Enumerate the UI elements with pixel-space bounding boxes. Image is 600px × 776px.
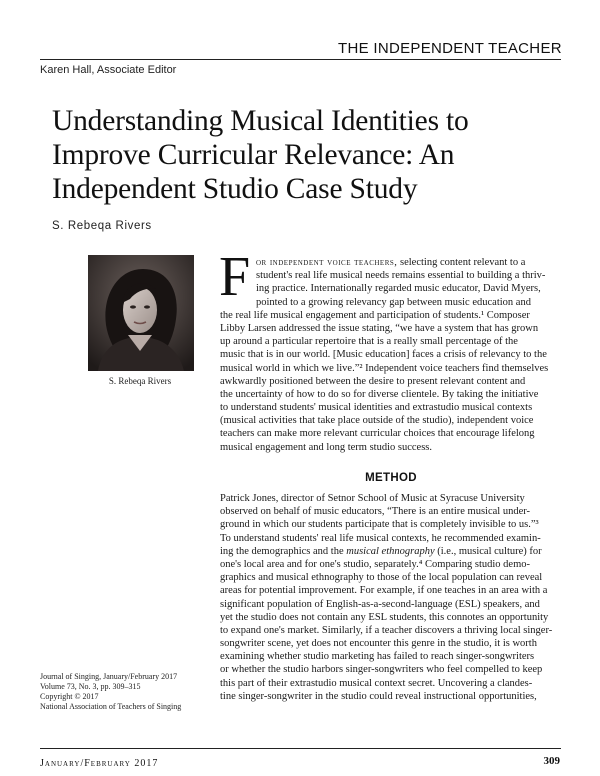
intro-paragraph xyxy=(220,256,562,454)
journal-info-line: Copyright © 2017 xyxy=(40,692,99,701)
associate-editor: Karen Hall, Associate Editor xyxy=(40,64,177,76)
text-line: significant population of English-as-a-second-language (ESL) speakers, and xyxy=(220,598,540,610)
journal-info-line: Volume 73, No. 3, pp. 309–315 xyxy=(40,682,141,691)
title-line: Independent Studio Case Study xyxy=(52,173,418,205)
journal-info-line: National Association of Teachers of Singing xyxy=(40,702,182,711)
text-line: music that is in our world. [Music education] faces a crisis of relevancy to the xyxy=(220,349,547,361)
text-line: To understand students' real life musical contexts, he recommended examin- xyxy=(220,532,541,544)
text-line: examining whether studio marketing has failed to reach singer-songwriters xyxy=(220,651,535,663)
header-rule xyxy=(40,59,561,60)
text-line: the uncertainty of how to do so for diverse clientele. By taking the initiative xyxy=(220,388,539,400)
author-photo xyxy=(88,255,194,371)
text-line: areas for potential improvement. For example, if one teaches in an area with a xyxy=(220,585,548,597)
drop-cap: F xyxy=(219,246,251,308)
text-line: observed on behalf of music educators, “There is an entire musical under- xyxy=(220,506,531,518)
method-heading: METHOD xyxy=(365,472,417,484)
text-line: (musical activities that take place outside of the studio), independent voice xyxy=(220,415,534,427)
photo-caption: S. Rebeqa Rivers xyxy=(108,376,172,386)
text-line: Libby Larsen addressed the issue stating, “we have a system that has grown xyxy=(220,322,539,334)
journal-info-line: Journal of Singing, January/February 2017 xyxy=(40,672,178,681)
text-line: to understand students' musical identities and extrastudio musical contexts xyxy=(220,402,533,414)
text-line: musical engagement and long term studio success. xyxy=(220,441,432,453)
method-paragraph xyxy=(220,492,562,703)
text-line: musical world in which we live.”² Independent voice teachers find themselves xyxy=(220,362,549,374)
footer-date: January/February 2017 xyxy=(40,758,159,769)
text-line: graphics and musical ethnography to those of the local population can reveal xyxy=(220,572,543,584)
lead-in: or independent voice teachers, xyxy=(256,257,398,268)
text-line: or whether the studio harbors singer-songwriters who feel compelled to keep xyxy=(220,664,543,676)
title-line: Improve Curricular Relevance: An xyxy=(52,139,455,171)
text-line: tine singer-songwriter in the studio could reveal instructional opportunities, xyxy=(220,690,537,702)
text-line: Patrick Jones, director of Setnor School of Music at Syracuse University xyxy=(220,493,525,504)
portrait-image xyxy=(88,255,194,371)
text-line: one's local area and for one's studio, separately.⁴ Comparing studio demo- xyxy=(220,558,531,570)
text-line: the real life musical engagement and participation of students.¹ Composer xyxy=(220,309,530,321)
text-line: awkwardly positioned between the desire to present relevant content and xyxy=(220,375,526,387)
italic-term: musical ethnography xyxy=(346,545,435,557)
journal-info xyxy=(40,672,216,712)
text-line: teachers can make more relevant curricular choices that encourage lifelong xyxy=(220,428,535,440)
text-line: ing practice. Internationally regarded music educator, David Myers, xyxy=(256,283,541,295)
page-number: 309 xyxy=(543,755,560,767)
section-header: THE INDEPENDENT TEACHER xyxy=(338,40,562,57)
text-line: songwriter scene, yet does not encounter this genre in the studio, it is worth xyxy=(220,638,537,650)
author-byline: S. Rebeqa Rivers xyxy=(52,220,152,232)
text-line: ground in which our students participate that is completely invisible to us.”³ xyxy=(220,519,539,531)
footer-rule xyxy=(40,748,561,749)
text-line: pointed to a growing relevancy gap between music education and xyxy=(256,296,531,308)
article-title xyxy=(52,104,562,206)
text-line: student's real life musical needs remains essential to building a thriv- xyxy=(256,270,546,282)
text-line: up around a particular repertoire that is a really small percentage of the xyxy=(220,336,518,348)
title-line: Understanding Musical Identities to xyxy=(52,105,469,137)
text-line: or independent voice teachers, selecting content relevant to a xyxy=(256,257,526,268)
text-line: yet the studio does not contain any ESL students, this connotes an opportunity xyxy=(220,611,549,623)
text-line: ing the demographics and the musical ethnography (i.e., musical culture) for xyxy=(220,545,542,557)
text-line: this part of their extrastudio musical context secret. Uncovering a clandes- xyxy=(220,677,533,689)
text-line: to expand one's market. Similarly, if a teacher discovers a thriving local singer- xyxy=(220,624,553,636)
